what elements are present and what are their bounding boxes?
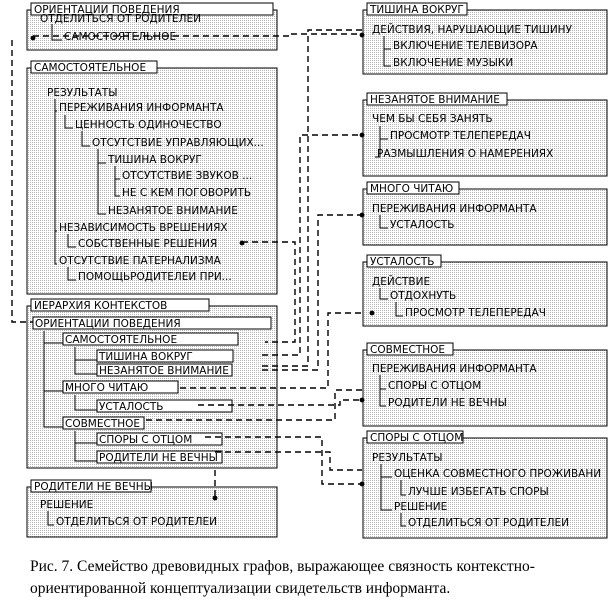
tree-node: РЕШЕНИЕ xyxy=(40,499,94,511)
connector-dot xyxy=(360,482,365,487)
tree-node: ПОМОЩЬРОДИТЕЛЕИ ПРИ... xyxy=(78,271,232,283)
graph-frame-f5 xyxy=(363,3,607,74)
tree-node: НЕЗАНЯТОЕ ВНИМАНИЕ xyxy=(99,365,229,377)
tree-node: ОТСУТСТВИЕ ПАТЕРНАЛИЗМА xyxy=(59,255,221,267)
tree-node: САМОСТОЯТЕЛЬНОЕ xyxy=(65,334,178,346)
tree-node: ПРОСМОТР ТЕЛЕПЕРЕДАЧ xyxy=(390,130,531,142)
graph-frame-f8 xyxy=(363,255,607,326)
frame-title: ТИШИНА ВОКРУГ xyxy=(370,4,464,16)
tree-node: ПЕРЕЖИВАНИЯ ИНФОРМАНТА xyxy=(372,203,537,215)
connector-dot xyxy=(360,33,365,38)
tree-node: РЕЗУЛЬТАТЫ xyxy=(372,452,443,464)
tree-node: ЛУЧШЕ ИЗБЕГАТЬ СПОРЫ xyxy=(408,486,549,498)
graph-frame-f10 xyxy=(363,431,607,538)
graph-frame-f9 xyxy=(363,343,607,426)
frame-panel xyxy=(27,487,277,537)
frame-title: СПОРЫ С ОТЦОМ xyxy=(370,432,464,444)
graph-frame-f7 xyxy=(363,182,607,245)
frame-title: СОВМЕСТНОЕ xyxy=(370,344,446,356)
tree-node: МНОГО ЧИТАЮ xyxy=(65,382,149,394)
tree-node: СПОРЫ С ОТЦОМ xyxy=(99,434,193,446)
tree-node: ОТДЕЛИТЬСЯ ОТ РОДИТЕЛЕИ xyxy=(408,517,569,529)
connector-dot xyxy=(360,398,365,403)
graph-frame-f3 xyxy=(27,299,277,468)
frame-title: МНОГО ЧИТАЮ xyxy=(370,183,454,195)
frame-title: ОРИЕНТАЦИИ ПОВЕДЕНИЯ xyxy=(34,4,180,16)
tree-node: УСТАЛОСТЬ xyxy=(390,219,455,231)
frame-title: ИЕРАРХИЯ КОНТЕКСТОВ xyxy=(34,300,168,312)
connector-dot xyxy=(370,311,375,316)
graph-frame-f1 xyxy=(27,3,277,50)
tree-node: ОТСУТСТВИЕ УПРАВЛЯЮЩИХ... xyxy=(92,137,264,149)
frame-panel xyxy=(363,189,607,245)
tree-node: ПРОСМОТР ТЕЛЕПЕРЕДАЧ xyxy=(405,307,546,319)
tree-node: РОДИТЕЛИ НЕ ВЕЧНЫ xyxy=(388,397,507,409)
tree-node: ЦЕННОСТЬ ОДИНОЧЕСТВО xyxy=(75,119,222,131)
tree-node: ТИШИНА ВОКРУГ xyxy=(108,154,202,166)
tree-node: СОВМЕСТНОЕ xyxy=(65,418,141,430)
connector-dot xyxy=(213,496,218,501)
tree-node: НЕ С КЕМ ПОГОВОРИТЬ xyxy=(122,187,252,199)
tree-node: ВКЛЮЧЕНИЕ ТЕЛЕВИЗОРА xyxy=(393,40,538,52)
tree-node: ДЕЙСТВИЯ, НАРУШАЮЩИЕ ТИШИНУ xyxy=(372,24,572,36)
frame-title: РОДИТЕЛИ НЕ ВЕЧНЫ xyxy=(34,481,153,493)
connector-dot xyxy=(240,241,245,246)
tree-node: УСТАЛОСТЬ xyxy=(99,401,164,413)
caption-line-1: Рис. 7. Семейство древовидных графов, выражающее связность контекстно- xyxy=(30,558,535,575)
connector-dot xyxy=(360,213,365,218)
tree-node: ОЦЕНКА СОВМЕСТНОГО ПРОЖИВАНИ xyxy=(394,468,602,480)
tree-node: ПЕРЕЖИВАНИЯ ИНФОРМАНТА xyxy=(372,363,537,375)
tree-node: ОРИЕНТАЦИИ ПОВЕДЕНИЯ xyxy=(35,318,181,330)
tree-node: ДЕЙСТВИЕ xyxy=(372,276,431,288)
connector-dot xyxy=(360,133,365,138)
tree-node: НЕЗАВИСИМОСТЬ ВРЕШЕНИЯХ xyxy=(59,222,228,234)
tree-node: ОТДЕЛИТЬСЯ ОТ РОДИТЕЛЕИ xyxy=(40,13,201,25)
graph-frame-f2 xyxy=(27,61,277,294)
tree-node: СПОРЫ С ОТЦОМ xyxy=(388,380,482,392)
tree-node: НЕЗАНЯТОЕ ВНИМАНИЕ xyxy=(108,205,238,217)
tree-node: СОБСТВЕННЫЕ РЕШЕНИЯ xyxy=(78,238,218,250)
tree-node: САМОСТОЯТЕЛЬНОЕ xyxy=(64,31,177,43)
graph-frame-f6 xyxy=(363,93,607,176)
figure-caption xyxy=(30,556,610,600)
tree-node: РЕЗУЛЬТАТЫ xyxy=(47,87,118,99)
tree-node: ЧЕМ БЫ СЕБЯ ЗАНЯТЬ xyxy=(372,113,493,125)
tree-node: РАЗМЫШЛЕНИЯ О НАМЕРЕНИЯХ xyxy=(377,148,554,160)
frame-title: УСТАЛОСТЬ xyxy=(370,256,435,268)
caption-line-2: ориентированной концептуализации свидетельств информанта. xyxy=(30,580,451,597)
frame-title: САМОСТОЯТЕЛЬНОЕ xyxy=(34,62,147,74)
frame-title: НЕЗАНЯТОЕ ВНИМАНИЕ xyxy=(370,94,500,106)
tree-node: ОТСУТСТВИЕ ЗВУКОВ ... xyxy=(122,170,253,182)
tree-node: ТИШИНА ВОКРУГ xyxy=(99,351,193,363)
connector-dot xyxy=(31,36,36,41)
tree-node: ОТДОХНУТЬ xyxy=(390,290,457,302)
tree-node: РЕШЕНИЕ xyxy=(394,501,448,513)
tree-node: ПЕРЕЖИВАНИЯ ИНФОРМАНТА xyxy=(59,102,224,114)
tree-node: ВКЛЮЧЕНИЕ МУЗЫКИ xyxy=(393,57,514,69)
tree-node: РОДИТЕЛИ НЕ ВЕЧНЫ xyxy=(99,452,218,464)
tree-node: ОТДЕЛИТЬСЯ ОТ РОДИТЕЛЕИ xyxy=(56,516,217,528)
graph-frame-f4 xyxy=(27,480,277,537)
